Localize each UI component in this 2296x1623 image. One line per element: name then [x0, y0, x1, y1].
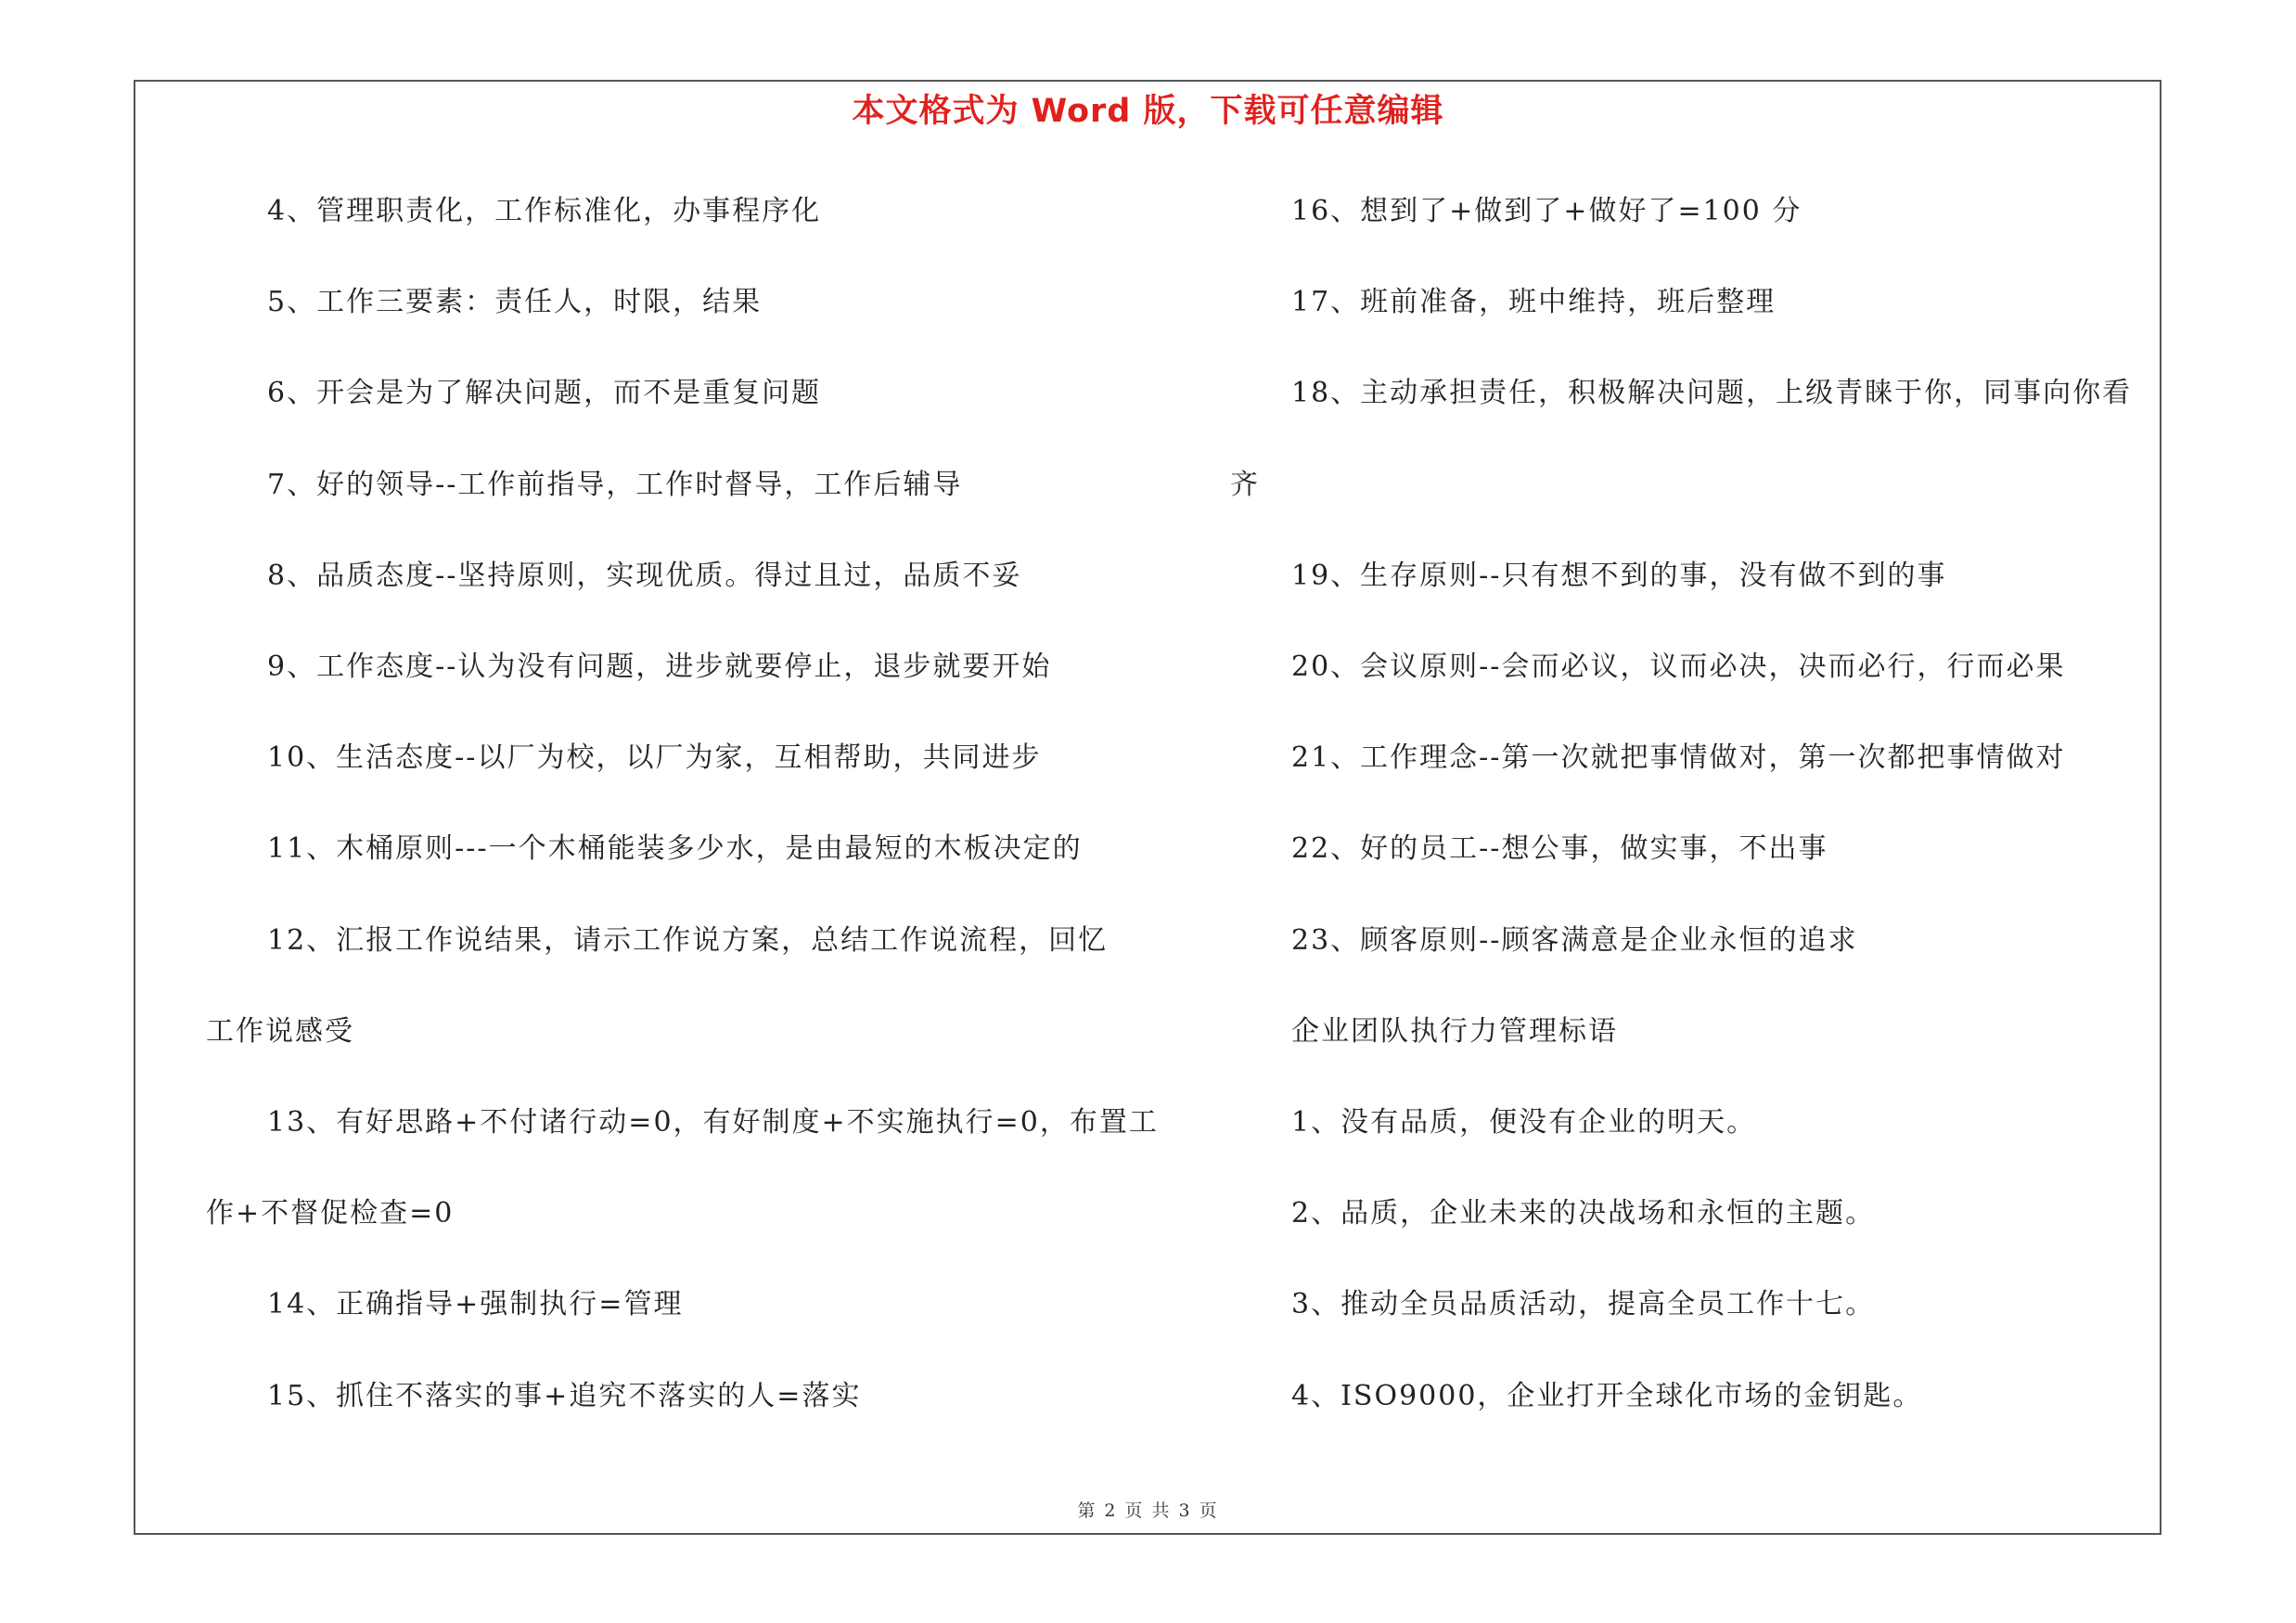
- list-item: 15、抓住不落实的事+追究不落实的人=落实: [267, 1379, 862, 1412]
- list-item: 21、工作理念--第一次就把事情做对，第一次都把事情做对: [1291, 741, 2066, 775]
- list-item: 22、好的员工--想公事，做实事，不出事: [1291, 832, 1828, 866]
- list-item: 5、工作三要素：责任人，时限，结果: [267, 286, 763, 319]
- list-item: 19、生存原则--只有想不到的事，没有做不到的事: [1291, 559, 1947, 592]
- list-item: 23、顾客原则--顾客满意是企业永恒的追求: [1291, 923, 1858, 957]
- list-item: 8、品质态度--坚持原则，实现优质。得过且过，品质不妥: [267, 559, 1022, 592]
- list-item: 13、有好思路+不付诸行动=0，有好制度+不实施执行=0，布置工: [267, 1106, 1159, 1139]
- list-item: 3、推动全员品质活动，提高全员工作十七。: [1291, 1288, 1876, 1321]
- list-item-continuation: 作+不督促检查=0: [206, 1197, 455, 1230]
- list-item: 11、木桶原则---一个木桶能装多少水，是由最短的木板决定的: [267, 832, 1083, 866]
- list-item: 10、生活态度--以厂为校，以厂为家，互相帮助，共同进步: [267, 741, 1042, 775]
- page-number-footer: 第 2 页 共 3 页: [1077, 1501, 1219, 1521]
- list-item: 14、正确指导+强制执行=管理: [267, 1288, 684, 1321]
- list-item: 18、主动承担责任，积极解决问题，上级青睐于你，同事向你看: [1291, 377, 2133, 410]
- list-item: 1、没有品质，便没有企业的明天。: [1291, 1106, 1757, 1139]
- list-item: 4、ISO9000，企业打开全球化市场的金钥匙。: [1291, 1379, 1923, 1412]
- section-heading: 企业团队执行力管理标语: [1291, 1014, 1618, 1048]
- word-format-banner: 本文格式为 Word 版，下载可任意编辑: [852, 93, 1444, 130]
- list-item: 2、品质，企业未来的决战场和永恒的主题。: [1291, 1197, 1876, 1230]
- list-item: 7、好的领导--工作前指导，工作时督导，工作后辅导: [267, 468, 963, 501]
- list-item: 16、想到了+做到了+做好了=100 分: [1291, 195, 1802, 227]
- list-item: 20、会议原则--会而必议，议而必决，决而必行，行而必果: [1291, 650, 2066, 683]
- list-item: 4、管理职责化，工作标准化，办事程序化: [267, 195, 822, 227]
- list-item-continuation: 工作说感受: [206, 1014, 354, 1048]
- list-item-continuation: 齐: [1230, 468, 1260, 501]
- list-item: 12、汇报工作说结果，请示工作说方案，总结工作说流程，回忆: [267, 923, 1109, 957]
- list-item: 6、开会是为了解决问题，而不是重复问题: [267, 377, 822, 410]
- list-item: 9、工作态度--认为没有问题，进步就要停止，退步就要开始: [267, 650, 1052, 683]
- list-item: 17、班前准备，班中维持，班后整理: [1291, 286, 1777, 319]
